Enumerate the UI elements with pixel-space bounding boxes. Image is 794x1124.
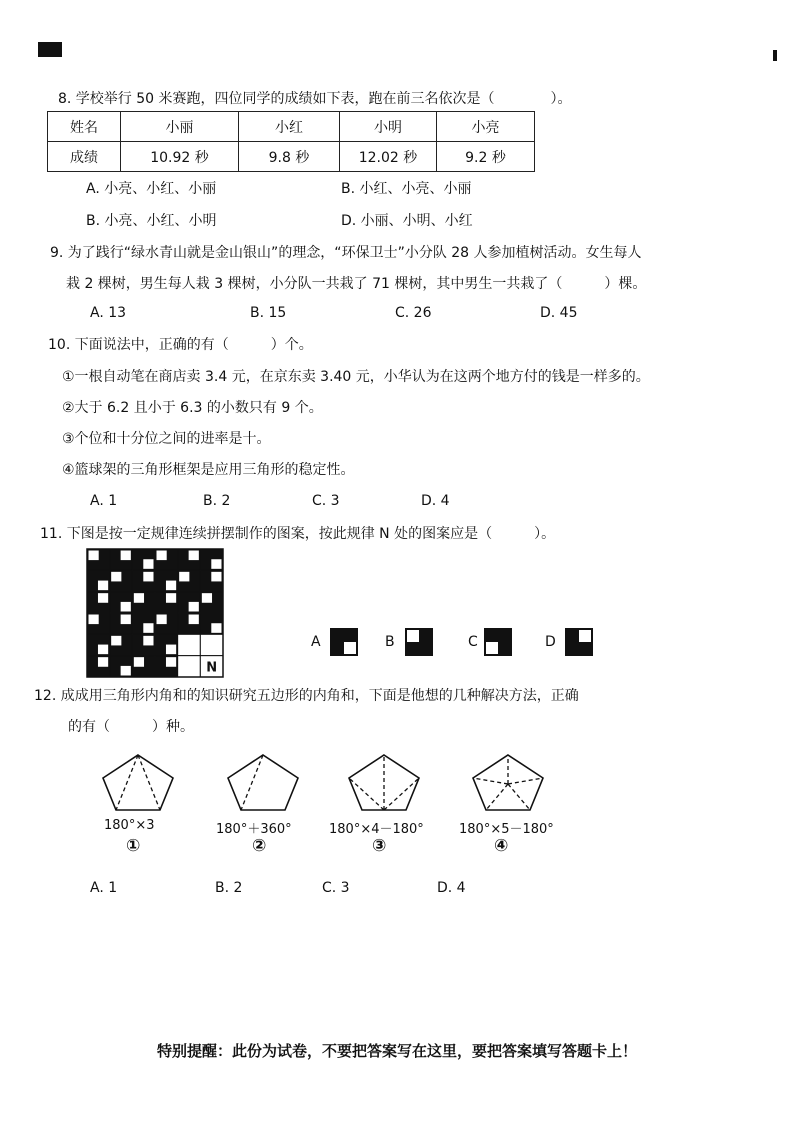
scan-mark-left	[38, 42, 62, 57]
pattern-tile-white-square	[166, 657, 176, 667]
q12-option-c[interactable]: C. 3	[322, 880, 350, 896]
pattern-tile-white-square	[189, 615, 199, 625]
pentagon-method-2	[225, 753, 301, 813]
table-name-cell: 小丽	[121, 112, 239, 142]
q10-option-b[interactable]: B. 2	[203, 493, 231, 509]
pattern-tile-white-square	[98, 593, 108, 603]
table-name-cell: 小红	[239, 112, 340, 142]
table-score-cell: 10.92 秒	[121, 142, 239, 172]
pattern-tile-white-square	[89, 551, 99, 561]
pentagon-method-1	[100, 753, 176, 813]
table-score-cell: 9.2 秒	[437, 142, 535, 172]
pattern-tile-white-square	[134, 657, 144, 667]
method-2-number: ②	[252, 836, 267, 856]
q8-option-d[interactable]: D. 小丽、小明、小红	[341, 213, 473, 229]
pattern-tile-white-square	[166, 645, 176, 655]
pattern-tile-white-square	[121, 602, 131, 612]
q11-option-d-label[interactable]: D	[545, 634, 556, 650]
q9-option-d[interactable]: D. 45	[540, 305, 578, 321]
pattern-grid	[86, 548, 224, 678]
pentagon-method-3	[346, 753, 422, 813]
q8-option-b[interactable]: B. 小红、小亮、小丽	[341, 181, 472, 197]
pattern-tile-white-square	[98, 581, 108, 591]
table-row	[48, 112, 535, 142]
method-1-number: ①	[126, 836, 141, 856]
pattern-tile-white-square	[157, 551, 167, 561]
q8-stem: 8. 学校举行 50 米赛跑，四位同学的成绩如下表，跑在前三名依次是（ ）。	[58, 91, 572, 107]
pattern-tile-white-square	[211, 559, 221, 569]
pattern-tile-blank	[178, 634, 201, 655]
pattern-tile-white-square	[89, 615, 99, 625]
method-4-formula: 180°×5－180°	[459, 822, 554, 837]
pattern-tile-white-square	[143, 572, 153, 582]
q11-stem: 11. 下图是按一定规律连续拼摆制作的图案，按此规律 N 处的图案应是（ ）。	[40, 526, 556, 542]
pattern-tile-white-square	[179, 572, 189, 582]
q11-option-b-tile[interactable]	[405, 628, 433, 656]
pattern-tile-white-square	[157, 615, 167, 625]
pattern-tile-white-square	[121, 615, 131, 625]
pattern-tile-blank	[200, 634, 223, 655]
q12-option-a[interactable]: A. 1	[90, 880, 118, 896]
pentagon-method-4	[470, 753, 546, 813]
q12-option-b[interactable]: B. 2	[215, 880, 243, 896]
q10-option-a[interactable]: A. 1	[90, 493, 118, 509]
table-name-cell: 小亮	[437, 112, 535, 142]
pattern-tile-white-square	[202, 593, 212, 603]
table-header-label: 姓名	[48, 112, 121, 142]
q11-option-c-label[interactable]: C	[468, 634, 478, 650]
pattern-tile-white-square	[189, 602, 199, 612]
q10-stem: 10. 下面说法中，正确的有（ ）个。	[48, 337, 313, 353]
q11-option-c-tile[interactable]	[484, 628, 512, 656]
pattern-n-label: N	[206, 660, 218, 676]
q9-stem-line2: 栽 2 棵树，男生每人栽 3 棵树，小分队一共栽了 71 棵树，其中男生一共栽了（ ）棵。	[66, 276, 647, 292]
method-1-formula: 180°×3	[104, 818, 155, 833]
q10-option-d[interactable]: D. 4	[421, 493, 450, 509]
table-row-label: 成绩	[48, 142, 121, 172]
pattern-tile-white-square	[111, 636, 121, 646]
pattern-tile-white-square	[166, 593, 176, 603]
table-row	[48, 142, 535, 172]
method-4-number: ④	[494, 836, 509, 856]
pattern-tile-white-square	[98, 645, 108, 655]
q9-stem-line1: 9. 为了践行“绿水青山就是金山银山”的理念，“环保卫士”小分队 28 人参加植树活动。女生每人	[50, 245, 642, 261]
method-3-number: ③	[372, 836, 387, 856]
method-2-formula: 180°＋360°	[216, 822, 292, 837]
q11-option-a-tile[interactable]	[330, 628, 358, 656]
pattern-tile-white-square	[111, 572, 121, 582]
q10-statement-3: ③个位和十分位之间的进率是十。	[62, 431, 271, 447]
q12-stem-line2: 的有（ ）种。	[68, 719, 194, 735]
q11-option-d-tile[interactable]	[565, 628, 593, 656]
q9-option-b[interactable]: B. 15	[250, 305, 287, 321]
pattern-tile-white-square	[189, 551, 199, 561]
score-table	[47, 111, 535, 172]
scan-mark-right	[773, 50, 777, 61]
q9-option-a[interactable]: A. 13	[90, 305, 127, 321]
method-3-formula: 180°×4－180°	[329, 822, 424, 837]
q12-stem-line1: 12. 成成用三角形内角和的知识研究五边形的内角和，下面是他想的几种解决方法，正确	[34, 688, 579, 704]
pattern-tile-white-square	[143, 636, 153, 646]
q10-statement-4: ④篮球架的三角形框架是应用三角形的稳定性。	[62, 462, 355, 478]
q11-option-a-label[interactable]: A	[311, 634, 321, 650]
table-score-cell: 12.02 秒	[340, 142, 437, 172]
footer-warning: 特别提醒：此份为试卷，不要把答案写在这里，要把答案填写答题卡上！	[156, 1042, 637, 1060]
pattern-tile-white-square	[143, 559, 153, 569]
pattern-tile-white-square	[211, 623, 221, 633]
pattern-tile-white-square	[98, 657, 108, 667]
table-name-cell: 小明	[340, 112, 437, 142]
q8-option-c[interactable]: B. 小亮、小红、小明	[86, 213, 217, 229]
table-score-cell: 9.8 秒	[239, 142, 340, 172]
q10-option-c[interactable]: C. 3	[312, 493, 340, 509]
q9-option-c[interactable]: C. 26	[395, 305, 432, 321]
pattern-tile-blank	[178, 656, 201, 677]
q10-statement-1: ①一根自动笔在商店卖 3.4 元，在京东卖 3.40 元，小华认为在这两个地方付的钱是一样多的。	[62, 369, 650, 385]
pattern-tile-white-square	[121, 551, 131, 561]
pattern-tile-white-square	[121, 666, 131, 676]
pattern-tile-white-square	[143, 623, 153, 633]
q11-option-b-label[interactable]: B	[385, 634, 395, 650]
q12-option-d[interactable]: D. 4	[437, 880, 466, 896]
q8-option-a[interactable]: A. 小亮、小红、小丽	[86, 181, 217, 197]
pattern-tile-white-square	[134, 593, 144, 603]
q10-statement-2: ②大于 6.2 且小于 6.3 的小数只有 9 个。	[62, 400, 323, 416]
pattern-tile-white-square	[211, 572, 221, 582]
pattern-tile-white-square	[166, 581, 176, 591]
